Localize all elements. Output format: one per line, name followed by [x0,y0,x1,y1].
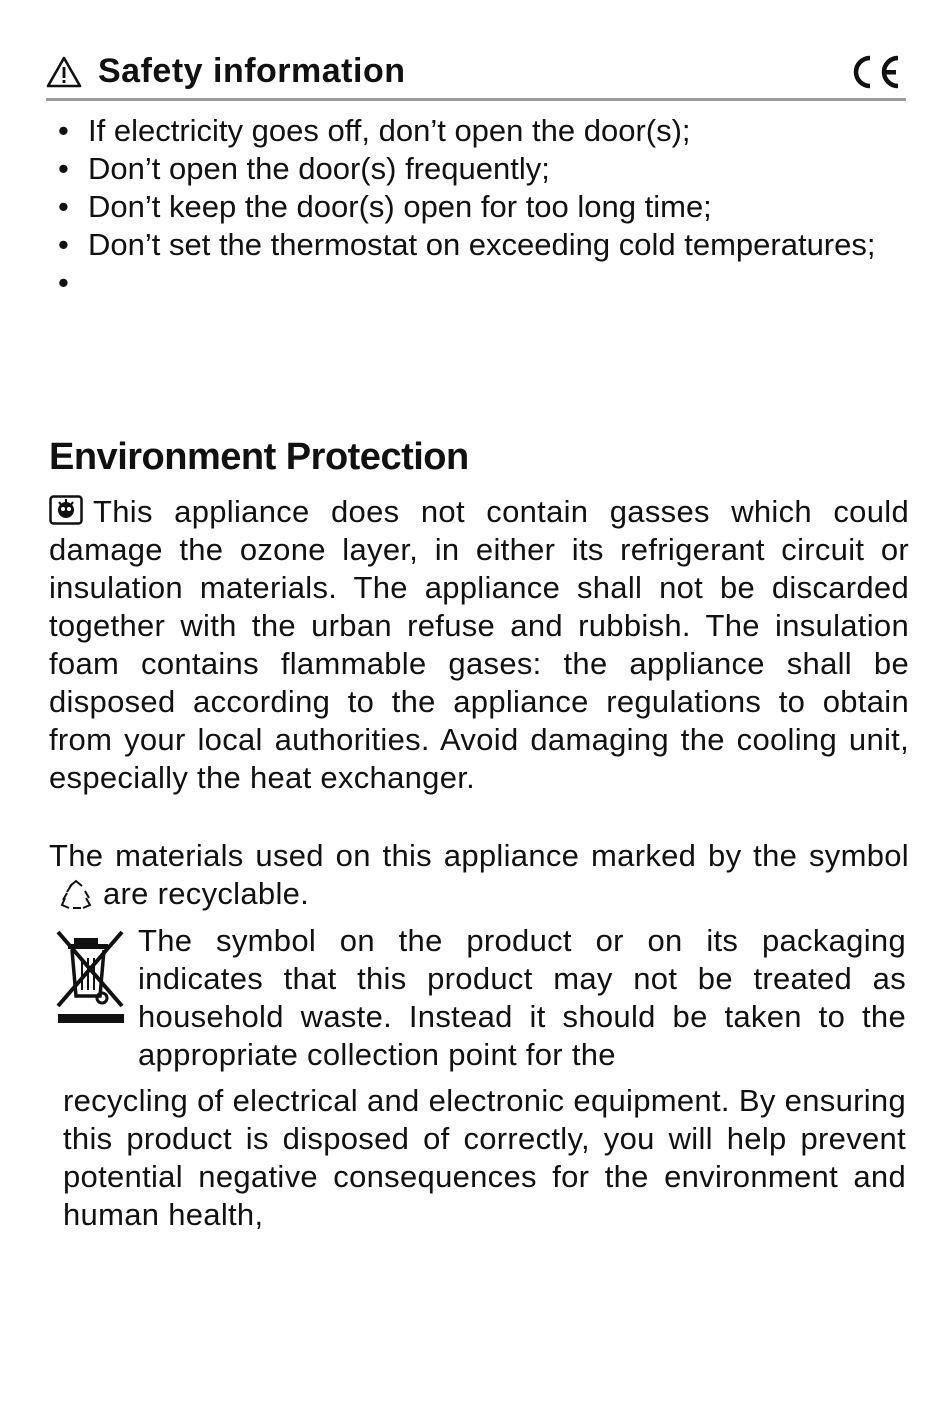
ce-mark-icon [846,54,902,90]
safety-bullet-list [56,112,906,314]
bullet-dot: • [58,189,69,224]
bullet-dot: • [58,265,69,300]
list-item [56,188,906,226]
safety-header [46,50,906,100]
bullet-dot: • [58,113,69,148]
list-item [56,226,906,264]
paragraph-text: This appliance does not contain gasses which could damage the ozone layer, in either its refrigerant circuit or insulation materials. The appliance shall not be discarded together with the urban refuse and rubbish. The insulation foam contains flammable gases: the appliance shall be disposed according to the appliance regulations to obtain from your local authorities. Avoid damaging the cooling unit, especially the heat exchanger. [49,494,909,795]
weee-paragraph-continued: recycling of electrical and electronic equipment. By ensuring this product is disposed of correctly, you will help prevent potential negative consequences for the environment and human health, [63,1083,906,1232]
recycle-icon [59,878,93,912]
ozone-friendly-icon [49,495,83,525]
recycle-paragraph [49,837,909,913]
list-item [56,150,906,188]
list-item [56,112,906,150]
bullet-dot: • [58,151,69,186]
header-divider [46,98,906,101]
weee-paragraph: The symbol on the product or on its packaging indicates that this product may not be treated as household waste. Instead it should be taken to the appropriate collection point for the [138,923,906,1072]
bullet-text: If electricity goes off, don’t open the door(s); [88,113,691,148]
paragraph-text: The materials used on this appliance marked by the symbol [49,838,909,873]
crossed-out-bin-icon [56,928,128,1028]
paragraph-text: are recyclable. [103,876,310,911]
environment-title: Environment Protection [49,436,469,478]
warning-triangle-icon [46,56,82,88]
bullet-text: Don’t set the thermostat on exceeding cold temperatures; [88,227,876,262]
bullet-text: Don’t keep the door(s) open for too long time; [88,189,712,224]
safety-title: Safety information [98,52,406,90]
bullet-text: Don’t open the door(s) frequently; [88,151,550,186]
list-item [56,264,906,314]
ozone-paragraph [49,493,909,797]
bullet-dot: • [58,227,69,262]
